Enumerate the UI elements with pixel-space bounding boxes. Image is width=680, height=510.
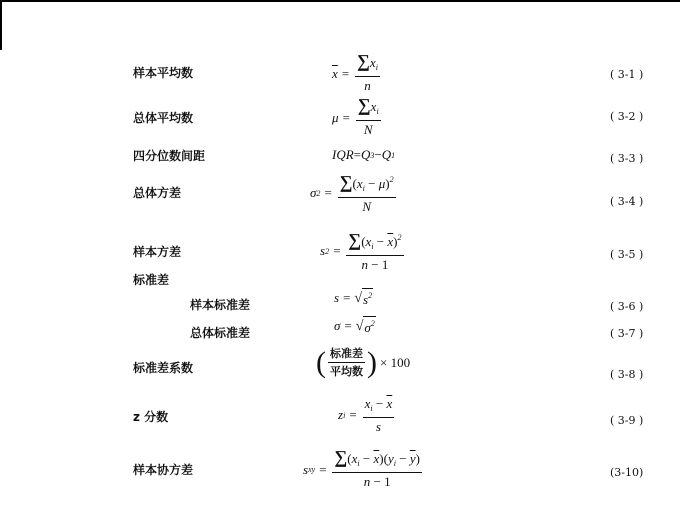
population-std-label: 总体标准差	[190, 326, 251, 340]
cv-numerator: 标准差	[328, 346, 365, 363]
equation-number: ( 3-5 )	[610, 248, 644, 261]
sample-covariance-label: 样本协方差	[133, 463, 194, 477]
standard-deviation-label: 标准差	[133, 273, 170, 287]
equation-number: ( 3-7 )	[610, 327, 644, 340]
sample-variance-label: 样本方差	[133, 245, 182, 259]
sample-mean-formula: $\overline{x}$ = $\frac{\sum x_i}{n}$	[332, 51, 378, 93]
cv-multiplier: × 100	[380, 354, 411, 370]
slide-left-border	[0, 0, 2, 50]
population-variance-label: 总体方差	[133, 186, 182, 200]
iqr-label: 四分位数间距	[133, 149, 206, 163]
sample-covariance-formula: s xy = $\frac{\sum(x_i - \overline{x})(y_i - \overline{y})}{n - 1}$	[303, 447, 420, 489]
cv-formula: ( $\frac{\text{标准差}}{\text{平均数}}$ ) × 100	[316, 345, 411, 379]
sample-std-label: 样本标准差	[190, 298, 251, 312]
population-variance-formula: σ 2 = $\frac{\sum(x_i - \mu)^2}{N}$	[310, 172, 394, 214]
equation-number: ( 3-4 )	[610, 195, 644, 208]
population-std-formula: σ = √ $\sigma^2$	[334, 317, 375, 335]
equation-number: ( 3-1 )	[610, 68, 644, 81]
cv-label: 标准差系数	[133, 361, 194, 375]
cv-denominator: 平均数	[330, 365, 363, 378]
equation-number: ( 3-9 )	[610, 414, 644, 427]
z-score-formula: z i = $\frac{x_i - \overline{x}}{s}$	[338, 396, 393, 434]
sample-variance-formula: s 2 = $\frac{\sum(x_i - \overline{x})^2}{n - 1}$	[320, 230, 402, 272]
equation-number: ( 3-8 )	[610, 368, 644, 381]
equation-number: ( 3-3 )	[610, 152, 644, 165]
population-mean-label: 总体平均数	[133, 111, 194, 125]
sample-mean-label: 样本平均数	[133, 66, 194, 80]
equation-number: ( 3-6 )	[610, 300, 644, 313]
sample-std-formula: s = √ $s^2$	[334, 289, 373, 307]
population-mean-formula: μ = $\frac{\sum x_i}{N}$	[332, 95, 379, 137]
equation-number: ( 3-2 )	[610, 110, 644, 123]
slide-top-border	[0, 0, 680, 2]
iqr-formula: IQR = Q 3 − Q 1	[332, 147, 396, 162]
equation-number: (3-10)	[610, 466, 644, 479]
z-score-label: z 分数	[133, 410, 169, 424]
